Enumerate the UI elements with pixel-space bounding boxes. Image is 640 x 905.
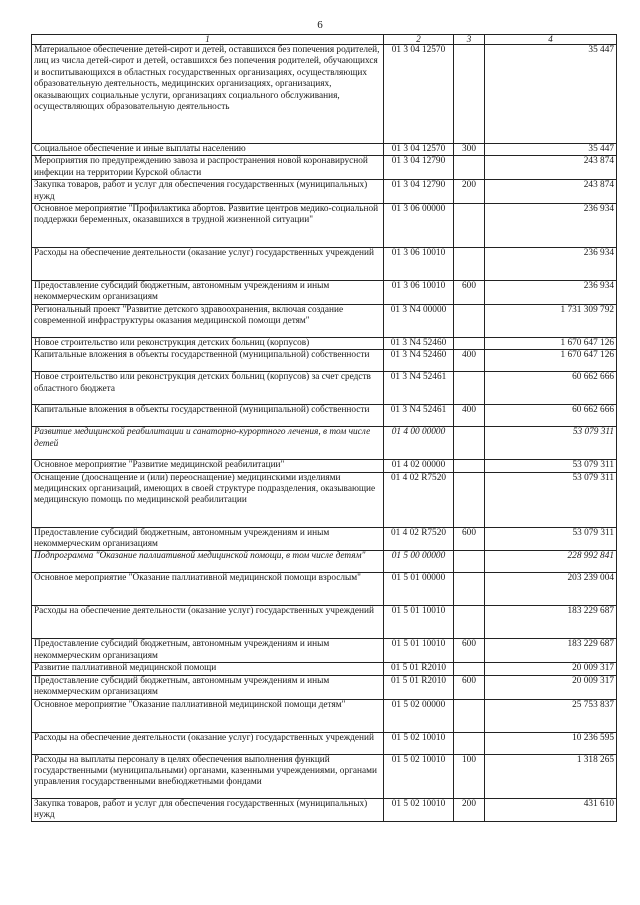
expense-type-cell [454,248,485,281]
target-code-cell: 01 5 01 R2010 [384,675,454,699]
table-row [32,156,617,180]
amount-cell: 1 731 309 792 [485,304,617,337]
expense-name-cell: Социальное обеспечение и иные выплаты населению [32,144,384,156]
amount-cell: 431 610 [485,798,617,822]
expense-name-cell: Основное мероприятие "Оказание паллиативной медицинской помощи взрослым" [32,573,384,606]
amount-cell: 25 753 837 [485,699,617,732]
header-col-3: 3 [454,35,485,45]
amount-cell: 1 670 647 126 [485,350,617,372]
target-code-cell: 01 3 04 12790 [384,156,454,180]
target-code-cell: 01 4 00 00000 [384,427,454,460]
table-row [32,350,617,372]
expense-name-cell: Предоставление субсидий бюджетным, автономным учреждениям и иным некоммерческим организациям [32,639,384,663]
target-code-cell: 01 5 02 00000 [384,699,454,732]
amount-cell: 183 229 687 [485,639,617,663]
expense-name-cell: Основное мероприятие "Профилактика абортов. Развитие центров медико-социальной поддержки беременных, оказавшихся в трудной жизненной ситуации" [32,204,384,248]
budget-table [31,34,617,822]
header-col-2: 2 [384,35,454,45]
amount-cell: 236 934 [485,204,617,248]
table-row [32,180,617,204]
expense-name-cell: Расходы на обеспечение деятельности (оказание услуг) государственных учреждений [32,606,384,639]
expense-name-cell: Расходы на обеспечение деятельности (оказание услуг) государственных учреждений [32,248,384,281]
header-col-4: 4 [485,35,617,45]
amount-cell: 183 229 687 [485,606,617,639]
expense-type-cell: 600 [454,675,485,699]
table-row [32,472,617,527]
expense-type-cell [454,699,485,732]
target-code-cell: 01 3 N4 52461 [384,372,454,405]
expense-type-cell: 400 [454,350,485,372]
expense-type-cell: 100 [454,754,485,798]
table-row [32,144,617,156]
target-code-cell: 01 3 N4 00000 [384,304,454,337]
expense-type-cell [454,551,485,573]
expense-name-cell: Подпрограмма "Оказание паллиативной медицинской помощи, в том числе детям" [32,551,384,573]
expense-type-cell [454,304,485,337]
amount-cell: 60 662 666 [485,372,617,405]
target-code-cell: 01 3 06 00000 [384,204,454,248]
expense-type-cell [454,573,485,606]
target-code-cell: 01 5 01 10010 [384,606,454,639]
amount-cell: 236 934 [485,281,617,305]
amount-cell: 53 079 311 [485,472,617,527]
target-code-cell: 01 5 02 10010 [384,798,454,822]
expense-name-cell: Капитальные вложения в объекты государственной (муниципальной) собственности [32,350,384,372]
table-row [32,675,617,699]
header-row [32,35,617,45]
expense-name-cell: Расходы на обеспечение деятельности (оказание услуг) государственных учреждений [32,732,384,754]
expense-name-cell: Основное мероприятие "Оказание паллиативной медицинской помощи детям" [32,699,384,732]
target-code-cell: 01 3 N4 52460 [384,337,454,349]
target-code-cell: 01 4 02 R7520 [384,472,454,527]
target-code-cell: 01 4 02 00000 [384,460,454,472]
expense-name-cell: Новое строительство или реконструкция детских больниц (корпусов) за счет средств областного бюджета [32,372,384,405]
expense-type-cell: 200 [454,180,485,204]
expense-name-cell: Предоставление субсидий бюджетным, автономным учреждениям и иным некоммерческим организациям [32,281,384,305]
amount-cell: 53 079 311 [485,527,617,551]
page-number: 6 [317,19,323,31]
target-code-cell: 01 4 02 R7520 [384,527,454,551]
table-row [32,281,617,305]
expense-type-cell [454,663,485,675]
expense-type-cell [454,427,485,460]
expense-name-cell: Региональный проект "Развитие детского здравоохранения, включая создание современной инфраструктуры оказания медицинской помощи детям" [32,304,384,337]
target-code-cell: 01 5 00 00000 [384,551,454,573]
expense-name-cell: Мероприятия по предупреждению завоза и распространения новой коронавирусной инфекции на территории Курской области [32,156,384,180]
table-row [32,405,617,427]
expense-type-cell [454,606,485,639]
table-row [32,639,617,663]
target-code-cell: 01 3 04 12790 [384,180,454,204]
table-row [32,754,617,798]
target-code-cell: 01 5 02 10010 [384,732,454,754]
target-code-cell: 01 3 06 10010 [384,281,454,305]
expense-name-cell: Развитие паллиативной медицинской помощи [32,663,384,675]
amount-cell: 1 670 647 126 [485,337,617,349]
table-row [32,573,617,606]
amount-cell: 35 447 [485,144,617,156]
amount-cell: 53 079 311 [485,427,617,460]
expense-type-cell [454,337,485,349]
table-row [32,606,617,639]
target-code-cell: 01 3 N4 52461 [384,405,454,427]
expense-type-cell [454,472,485,527]
expense-name-cell: Развитие медицинской реабилитации и санаторно-курортного лечения, в том числе детей [32,427,384,460]
table-row [32,304,617,337]
target-code-cell: 01 5 01 R2010 [384,663,454,675]
table-row [32,699,617,732]
amount-cell: 10 236 595 [485,732,617,754]
amount-cell: 35 447 [485,45,617,144]
table-row [32,551,617,573]
expense-type-cell [454,732,485,754]
table-row [32,798,617,822]
table-row [32,427,617,460]
amount-cell: 53 079 311 [485,460,617,472]
expense-type-cell [454,204,485,248]
table-row [32,527,617,551]
target-code-cell: 01 5 01 10010 [384,639,454,663]
amount-cell: 236 934 [485,248,617,281]
table-row [32,45,617,144]
amount-cell: 228 992 841 [485,551,617,573]
expense-name-cell: Предоставление субсидий бюджетным, автономным учреждениям и иным некоммерческим организациям [32,527,384,551]
expense-name-cell: Новое строительство или реконструкция детских больниц (корпусов) [32,337,384,349]
table-row [32,460,617,472]
header-col-1: 1 [32,35,384,45]
expense-type-cell [454,45,485,144]
expense-type-cell: 300 [454,144,485,156]
amount-cell: 1 318 265 [485,754,617,798]
target-code-cell: 01 3 04 12570 [384,45,454,144]
amount-cell: 20 009 317 [485,663,617,675]
expense-name-cell: Закупка товаров, работ и услуг для обеспечения государственных (муниципальных) нужд [32,798,384,822]
expense-type-cell: 200 [454,798,485,822]
table-row [32,372,617,405]
amount-cell: 243 874 [485,156,617,180]
table-row [32,337,617,349]
expense-name-cell: Расходы на выплаты персоналу в целях обеспечения выполнения функций государственными (муниципальными) органами, казенными учреждениями, органами управления государственными внебюджетными фондами [32,754,384,798]
amount-cell: 60 662 666 [485,405,617,427]
expense-type-cell: 600 [454,281,485,305]
target-code-cell: 01 3 N4 52460 [384,350,454,372]
target-code-cell: 01 5 02 10010 [384,754,454,798]
expense-type-cell [454,460,485,472]
target-code-cell: 01 3 06 10010 [384,248,454,281]
expense-type-cell [454,372,485,405]
expense-name-cell: Оснащение (дооснащение и (или) переоснащение) медицинскими изделиями медицинских организаций, имеющих в своей структуре подразделения, оказывающие медицинскую помощь по медицинской реабилитации [32,472,384,527]
table-row [32,204,617,248]
amount-cell: 203 239 004 [485,573,617,606]
expense-name-cell: Закупка товаров, работ и услуг для обеспечения государственных (муниципальных) нужд [32,180,384,204]
expense-name-cell: Предоставление субсидий бюджетным, автономным учреждениям и иным некоммерческим организациям [32,675,384,699]
expense-name-cell: Материальное обеспечение детей-сирот и детей, оставшихся без попечения родителей, лиц из числа детей-сирот и детей, оставшихся без попечения родителей, обучающихся и воспитывающихся в областных государственных организациях, осуществляющих образовательную деятельность, медицинских организациях, организациях, оказывающих социальные услуги, организациях социального обслуживания, осуществляющих образовательную деятельность [32,45,384,144]
expense-type-cell: 600 [454,527,485,551]
amount-cell: 20 009 317 [485,675,617,699]
table-row [32,663,617,675]
amount-cell: 243 874 [485,180,617,204]
expense-name-cell: Основное мероприятие "Развитие медицинской реабилитации" [32,460,384,472]
target-code-cell: 01 5 01 00000 [384,573,454,606]
target-code-cell: 01 3 04 12570 [384,144,454,156]
expense-type-cell: 400 [454,405,485,427]
expense-name-cell: Капитальные вложения в объекты государственной (муниципальной) собственности [32,405,384,427]
expense-type-cell [454,156,485,180]
table-row [32,732,617,754]
table-row [32,248,617,281]
expense-type-cell: 600 [454,639,485,663]
